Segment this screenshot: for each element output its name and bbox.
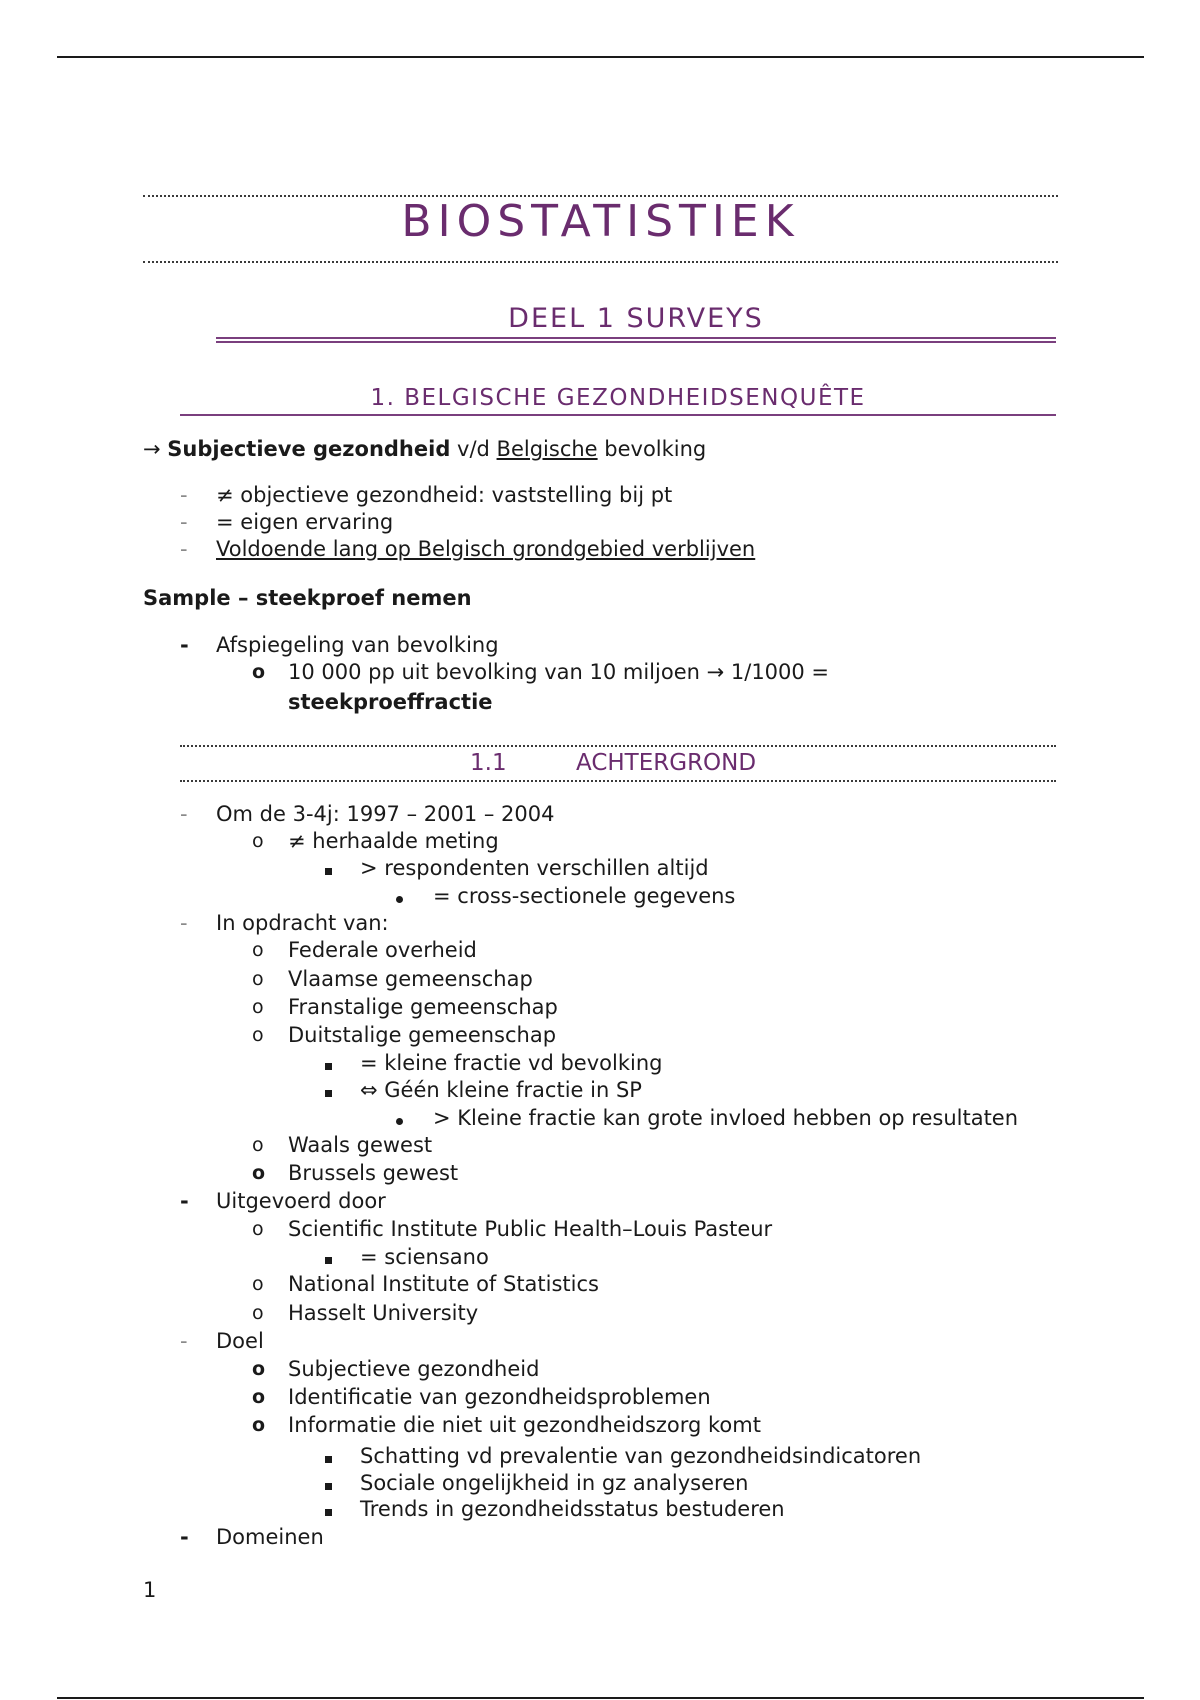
intro-line <box>143 436 706 462</box>
list-item: Doel <box>216 1329 264 1353</box>
dash-marker: - <box>180 802 188 826</box>
list-item: = eigen ervaring <box>216 510 394 534</box>
page-number: 1 <box>143 1578 157 1602</box>
square-bullet-icon <box>325 1443 332 1469</box>
arrow-icon: → <box>143 437 161 461</box>
circle-marker: o <box>252 1024 264 1046</box>
dash-marker: - <box>180 537 188 561</box>
list-item: Trends in gezondheidsstatus bestuderen <box>360 1497 785 1521</box>
circle-marker: o <box>252 830 264 852</box>
list-item: Federale overheid <box>288 938 477 962</box>
circle-marker: o <box>252 1134 264 1156</box>
list-item: Hasselt University <box>288 1301 479 1325</box>
intro-underlined: Belgische <box>496 437 598 461</box>
list-item: ≠ objectieve gezondheid: vaststelling bij pt <box>216 483 673 507</box>
list-item: Vlaamse gemeenschap <box>288 967 533 991</box>
circle-marker: o <box>252 996 264 1018</box>
section-number: 1.1 <box>470 750 507 776</box>
document-title: BIOSTATISTIEK <box>401 196 800 247</box>
list-item: Afspiegeling van bevolking <box>216 633 499 657</box>
square-bullet-icon <box>325 855 332 881</box>
round-bullet-icon <box>396 883 403 909</box>
sample-heading: Sample – steekproef nemen <box>143 586 472 610</box>
list-item: Scientific Institute Public Health–Louis Pasteur <box>288 1217 773 1241</box>
intro-bold: Subjectieve gezondheid <box>167 437 451 461</box>
list-item: Voldoende lang op Belgisch grondgebied verblijven <box>216 537 756 561</box>
list-item: Informatie die niet uit gezondheidszorg komt <box>288 1413 761 1437</box>
list-item: ≠ herhaalde meting <box>288 829 499 853</box>
title-dotted-rule-bottom <box>143 261 1058 263</box>
circle-marker: o <box>252 939 264 961</box>
list-item: Identificatie van gezondheidsproblemen <box>288 1385 711 1409</box>
list-item: = cross-sectionele gegevens <box>433 884 736 908</box>
list-item: = kleine fractie vd bevolking <box>360 1051 663 1075</box>
circle-marker: o <box>252 1162 266 1184</box>
circle-marker: o <box>252 1302 264 1324</box>
chapter-heading: 1. BELGISCHE GEZONDHEIDSENQUÊTE <box>370 385 866 411</box>
list-item: Waals gewest <box>288 1133 433 1157</box>
list-item: Om de 3-4j: 1997 – 2001 – 2004 <box>216 802 555 826</box>
square-bullet-icon <box>325 1244 332 1270</box>
list-item: steekproeffractie <box>288 690 493 714</box>
part-heading-rule <box>216 337 1056 343</box>
list-item: = sciensano <box>360 1245 489 1269</box>
list-item: ⇔ Géén kleine fractie in SP <box>360 1078 642 1102</box>
square-bullet-icon <box>325 1470 332 1496</box>
section-dotted-rule-top <box>180 745 1056 747</box>
list-item: Domeinen <box>216 1525 324 1549</box>
circle-marker: o <box>252 1414 266 1436</box>
list-item: National Institute of Statistics <box>288 1272 599 1296</box>
list-item: Duitstalige gemeenschap <box>288 1023 557 1047</box>
circle-marker: o <box>252 1273 264 1295</box>
round-bullet-icon <box>396 1105 403 1131</box>
list-item: In opdracht van: <box>216 911 389 935</box>
section-title: ACHTERGROND <box>576 750 757 776</box>
circle-marker: o <box>252 1386 266 1408</box>
chapter-heading-rule <box>180 414 1056 416</box>
list-item: Franstalige gemeenschap <box>288 995 558 1019</box>
page-bottom-rule <box>57 1697 1144 1699</box>
list-item: Sociale ongelijkheid in gz analyseren <box>360 1471 749 1495</box>
square-bullet-icon <box>325 1077 332 1103</box>
dash-marker: - <box>180 911 188 935</box>
list-item: > respondenten verschillen altijd <box>360 856 709 880</box>
dash-marker: - <box>180 483 188 507</box>
list-item: 10 000 pp uit bevolking van 10 miljoen → 1/1000 = <box>288 660 830 684</box>
square-bullet-icon <box>325 1050 332 1076</box>
square-bullet-icon <box>325 1496 332 1522</box>
part-heading: DEEL 1 SURVEYS <box>508 303 764 334</box>
list-item: Subjectieve gezondheid <box>288 1357 540 1381</box>
circle-marker: o <box>252 968 264 990</box>
circle-marker: o <box>252 1218 264 1240</box>
circle-marker: o <box>252 661 266 683</box>
list-item: > Kleine fractie kan grote invloed hebben op resultaten <box>433 1106 1019 1130</box>
dash-marker: - <box>180 1329 188 1353</box>
intro-end: bevolking <box>597 437 707 461</box>
intro-mid: v/d <box>450 437 497 461</box>
dash-marker: - <box>180 1189 189 1213</box>
dash-marker: - <box>180 633 189 657</box>
section-dotted-rule-bottom <box>180 780 1056 782</box>
list-item: Schatting vd prevalentie van gezondheidsindicatoren <box>360 1444 922 1468</box>
dash-marker: - <box>180 1525 189 1549</box>
list-item: Uitgevoerd door <box>216 1189 386 1213</box>
list-item: Brussels gewest <box>288 1161 459 1185</box>
page-top-rule <box>57 56 1144 58</box>
dash-marker: - <box>180 510 188 534</box>
circle-marker: o <box>252 1358 266 1380</box>
